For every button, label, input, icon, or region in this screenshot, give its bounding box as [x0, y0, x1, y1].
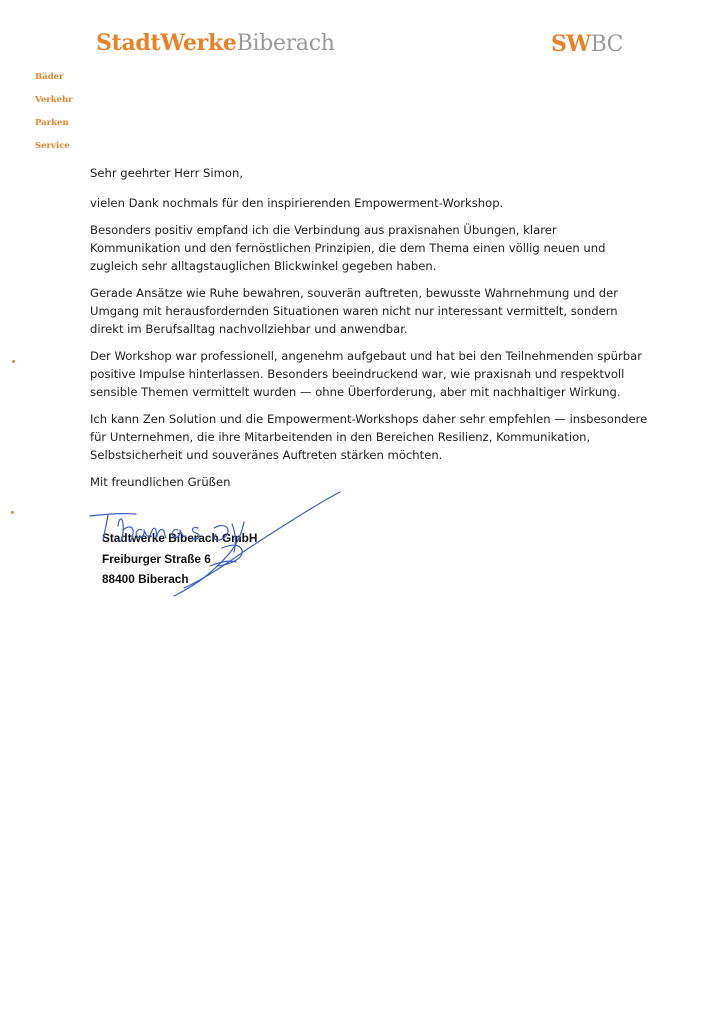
closing: Mit freundlichen Grüßen: [90, 475, 231, 489]
letter-body: [90, 164, 650, 500]
handwritten-signature: [86, 488, 346, 600]
logo-short-strong-text: SW: [551, 31, 591, 57]
paragraph: Besonders positiv empfand ich die Verbindung aus praxisnahen Übungen, klarer Kommunikation und den fernöstlichen Prinzipien, die dem Thema einen völlig neuen und zugleich sehr alltagstauglichen Blickwinkel gegeben haben.: [90, 223, 606, 273]
fold-mark-bottom: [11, 511, 14, 514]
sidebar-item-parken: Parken: [35, 118, 69, 128]
company-logo-short: [551, 30, 623, 59]
logo-strong-text: StadtWerke: [96, 30, 237, 56]
company-logo: [96, 29, 335, 58]
paragraph: Der Workshop war professionell, angenehm aufgebaut und hat bei den Teilnehmenden spürbar positive Impulse hinterlassen. Besonders beeindruckend war, wie praxisnah und respektvoll sensible Themen vermittelt wurden — ohne Überforderung, aber mit nachhaltiger Wirkung.: [90, 349, 643, 399]
paragraph: Ich kann Zen Solution und die Empowerment-Workshops daher sehr empfehlen — insbesondere für Unternehmen, die ihre Mitarbeitenden in den Bereichen Resilienz, Kommunikation, Selbstsicherheit und souveränes Auftreten stärken möchten.: [90, 412, 648, 462]
address-street: Freiburger Straße 6: [102, 551, 211, 566]
salutation: Sehr geehrter Herr Simon,: [90, 166, 244, 180]
sidebar-item-verkehr: Verkehr: [35, 95, 73, 105]
sidebar-item-service: Service: [35, 141, 70, 151]
fold-mark-top: [12, 360, 15, 363]
paragraph: Gerade Ansätze wie Ruhe bewahren, souverän auftreten, bewusste Wahrnehmung und der Umgang mit herausfordernden Situationen waren nicht nur interessant vermittelt, sondern direkt im Berufsalltag nachvollziehbar und anwendbar.: [90, 286, 619, 336]
logo-short-light-text: BC: [590, 32, 624, 57]
address-company: Stadtwerke Biberach GmbH: [102, 531, 258, 545]
logo-light-text: Biberach: [236, 31, 335, 56]
sidebar-nav: [35, 71, 95, 163]
address-city: 88400 Biberach: [102, 572, 189, 586]
paragraph: vielen Dank nochmals für den inspirierenden Empowerment-Workshop.: [90, 196, 504, 210]
sidebar-item-baeder: Bäder: [35, 72, 64, 82]
